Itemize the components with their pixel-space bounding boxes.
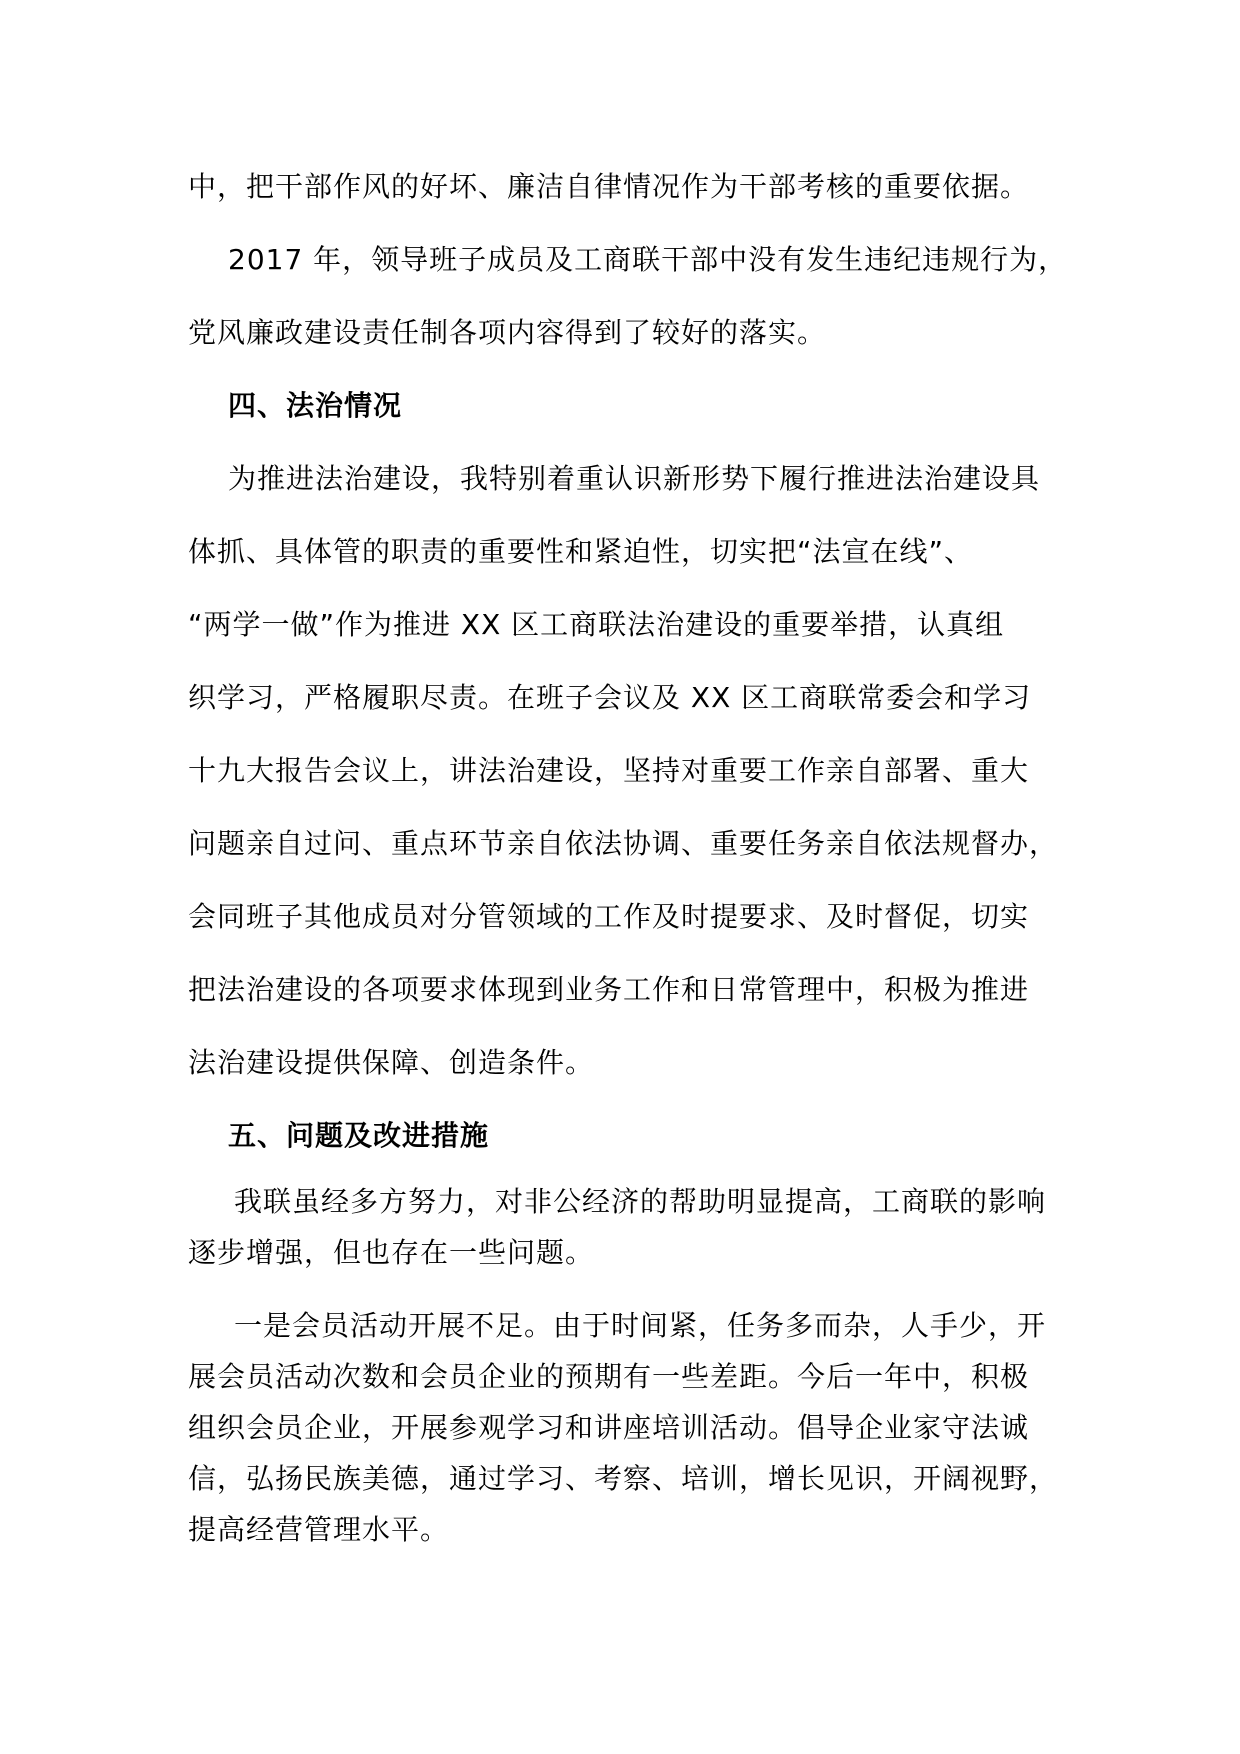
- text-line: 一是会员活动开展不足。由于时间紧，任务多而杂，人手少，开: [234, 1309, 1047, 1342]
- paragraph-2017-summary: [188, 223, 1068, 369]
- text-line: 问题亲自过问、重点环节亲自依法协调、重要任务亲自依法规督办，: [188, 827, 1059, 860]
- text-line: 党风廉政建设责任制各项内容得到了较好的落实。: [188, 316, 827, 349]
- text-line: “两学一做”作为推进 XX 区工商联法治建设的重要举措，认真组: [188, 608, 1005, 641]
- text-line: 信，弘扬民族美德，通过学习、考察、培训，增长见识，开阔视野，: [188, 1462, 1059, 1495]
- text-line: 会同班子其他成员对分管领域的工作及时提要求、及时督促，切实: [188, 900, 1030, 933]
- text-line: 逐步增强，但也存在一些问题。: [188, 1236, 595, 1269]
- paragraph-cadre-assessment: [188, 150, 1058, 223]
- text-line: 2017 年，领导班子成员及工商联干部中没有发生违纪违规行为，: [228, 243, 1068, 276]
- text-line: 法治建设提供保障、创造条件。: [188, 1046, 595, 1079]
- document-body: [188, 150, 1068, 1555]
- text-line: 组织会员企业，开展参观学习和讲座培训活动。倡导企业家守法诚: [188, 1411, 1030, 1444]
- paragraph-member-activities: [188, 1300, 1058, 1555]
- text-line: 展会员活动次数和会员企业的预期有一些差距。今后一年中，积极: [188, 1360, 1030, 1393]
- paragraph-problems-intro: [188, 1176, 1058, 1278]
- text-line: 我联虽经多方努力，对非公经济的帮助明显提高，工商联的影响: [234, 1185, 1047, 1218]
- text-line: 提高经营管理水平。: [188, 1513, 450, 1546]
- text-line: 织学习，严格履职尽责。在班子会议及 XX 区工商联常委会和学习: [188, 681, 1032, 714]
- paragraph-rule-of-law: [188, 442, 1058, 1099]
- section-heading-problems: 五、问题及改进措施: [228, 1119, 490, 1152]
- text-line: 为推进法治建设，我特别着重认识新形势下履行推进法治建设具: [228, 462, 1041, 495]
- section-heading-rule-of-law: 四、法治情况: [228, 389, 403, 422]
- text-line: 十九大报告会议上，讲法治建设，坚持对重要工作亲自部署、重大: [188, 754, 1030, 787]
- text-line: 中，把干部作风的好坏、廉洁自律情况作为干部考核的重要依据。: [188, 170, 1030, 203]
- text-line: 体抓、具体管的职责的重要性和紧迫性，切实把“法宣在线”、: [188, 535, 974, 568]
- text-line: 把法治建设的各项要求体现到业务工作和日常管理中，积极为推进: [188, 973, 1030, 1006]
